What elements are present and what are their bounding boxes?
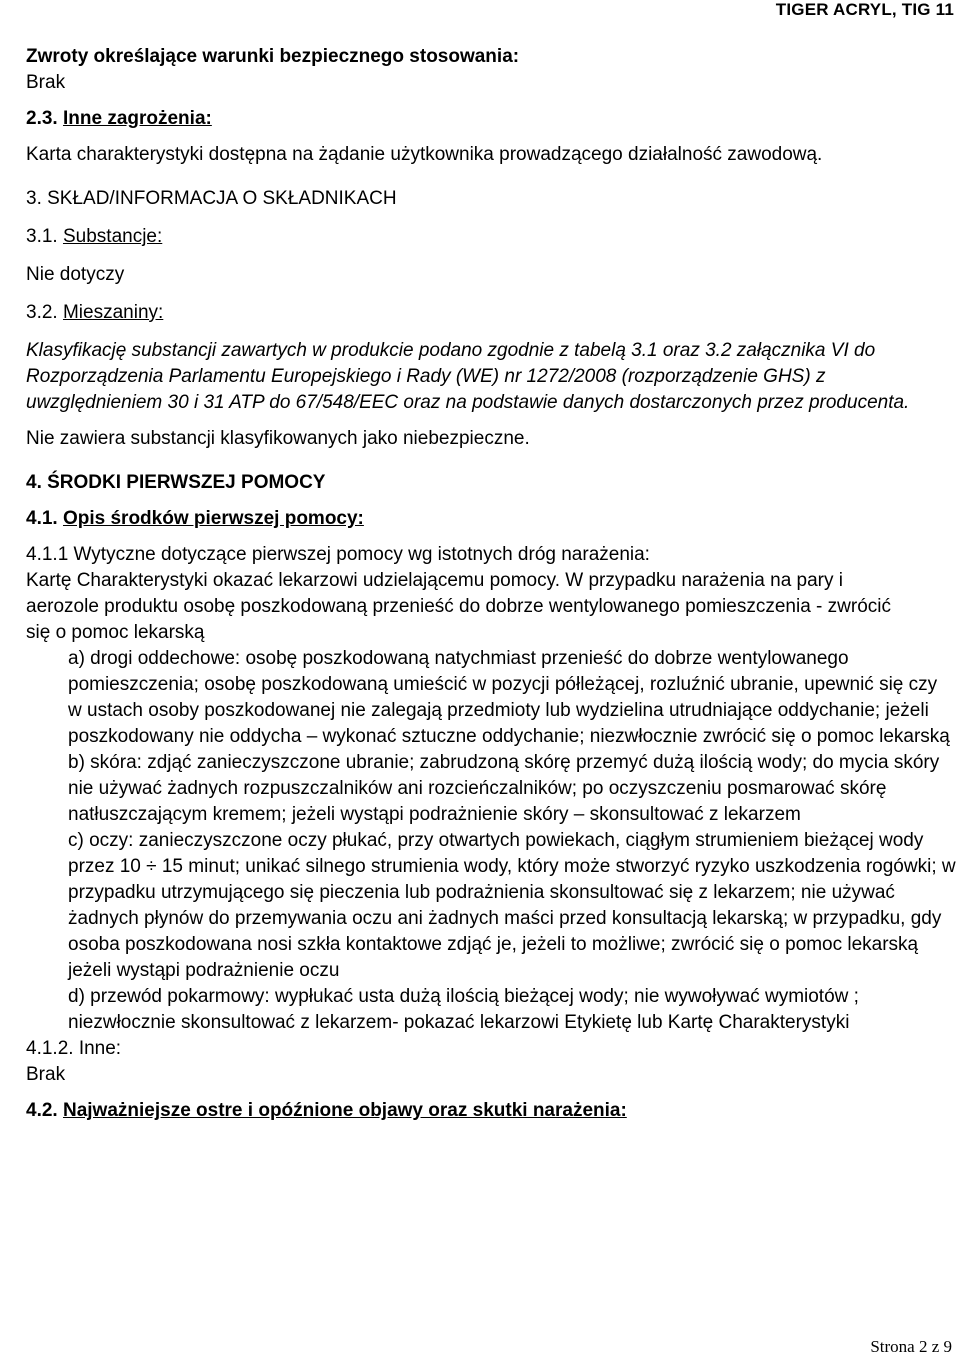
first-aid-measures-number: 4.1. (26, 508, 58, 529)
substances-heading (26, 224, 956, 250)
first-aid-item-eyes: c) oczy: zanieczyszczone oczy płukać, przy otwartych powiekach, ciągłym strumieniem bieżącej wody przez 10 ÷ 15 minut; unikać silnego strumienia wody, który może stworzyć ryzyko uszkodzenia rogówki; w przypadku utrzymującego się pieczenia lub podrażnienia skonsultować się z lekarzem; nie używać żadnych płynów do przemywania oczu ani żadnych maści przed konsultacją lekarską; w przypadku, gdy osoba poszkodowana nosi szkła kontaktowe zdjąć je, jeżeli to możliwe; zwrócić się o pomoc lekarską jeżeli wystąpi podrażnienie oczu (68, 830, 956, 981)
first-aid-item-skin: b) skóra: zdjąć zanieczyszczone ubranie; zabrudzoną skórę przemyć dużą ilością wody; do mycia skóry nie używać żadnych rozpuszczalników ani rozcieńczalników; po oczyszczeniu posmarować skórę natłuszczającym kremem; jeżeli wystąpi podrażnienie skóry – skonsultować z lekarzem (68, 752, 940, 825)
other-hazards-heading (26, 106, 956, 132)
mixtures-title: Mieszaniny: (62, 302, 164, 323)
substances-title: Substancje: (62, 226, 163, 247)
precaution-statements-title: Zwroty określające warunki bezpiecznego stosowania: (26, 46, 520, 67)
substances-value: Nie dotyczy (26, 264, 125, 285)
precaution-statements-value: Brak (26, 72, 66, 93)
symptoms-number: 4.2. (26, 1100, 58, 1121)
first-aid-measures-heading (26, 506, 956, 532)
section-4-title: 4. ŚRODKI PIERWSZEJ POMOCY (26, 472, 326, 493)
other-hazards-title: Inne zagrożenia: (62, 108, 212, 129)
symptoms-heading (26, 1098, 956, 1124)
mixtures-heading (26, 300, 956, 326)
page-number: Strona 2 z 9 (870, 1337, 952, 1356)
first-aid-other-value: Brak (26, 1064, 66, 1085)
header-product-name: TIGER ACRYL, TIG 11 (775, 0, 954, 19)
first-aid-guidelines-text: Kartę Charakterystyki okazać lekarzowi udzielającemu pomocy. W przypadku narażenia na pary i aerozole produktu osobę poszkodowaną przenieść do dobrze wentylowanego pomieszczenia - zwrócić się o pomoc lekarską (26, 570, 891, 643)
page-content (26, 44, 956, 1124)
mixtures-number: 3.2. (26, 302, 58, 323)
first-aid-guidelines-title: 4.1.1 Wytyczne dotyczące pierwszej pomocy wg istotnych dróg narażenia: (26, 544, 650, 565)
symptoms-title: Najważniejsze ostre i opóźnione objawy oraz skutki narażenia: (62, 1100, 627, 1121)
classification-text: Klasyfikację substancji zawartych w produkcie podano zgodnie z tabelą 3.1 oraz 3.2 załącznika VI do Rozporządzenia Parlamentu Europejskiego i Rady (WE) nr 1272/2008 (rozporządzenie GHS) z uwzględnieniem 30 i 31 ATP do 67/548/EEC oraz na podstawie danych dostarczonych przez producenta. (26, 340, 910, 413)
other-hazards-text: Karta charakterystyki dostępna na żądanie użytkownika prowadzącego działalność zawodową. (26, 144, 823, 165)
first-aid-measures-title: Opis środków pierwszej pomocy: (62, 508, 364, 529)
no-hazardous-substances-text: Nie zawiera substancji klasyfikowanych jako niebezpieczne. (26, 428, 530, 449)
section-3-title: 3. SKŁAD/INFORMACJA O SKŁADNIKACH (26, 188, 397, 209)
first-aid-item-digestive: d) przewód pokarmowy: wypłukać usta dużą ilością bieżącej wody; nie wywoływać wymiotów ; niezwłocznie skonsultować z lekarzem- pokazać lekarzowi Etykietę lub Kartę Charakterystyki (68, 986, 859, 1033)
first-aid-other-title: 4.1.2. Inne: (26, 1038, 122, 1059)
first-aid-item-respiratory: a) drogi oddechowe: osobę poszkodowaną natychmiast przenieść do dobrze wentylowanego pomieszczenia; osobę poszkodowaną umieścić w pozycji półleżącej, rozluźnić ubranie, upewnić się czy w ustach osoby poszkodowanej nie zalegają przedmioty lub wydzielina utrudniające oddychanie; jeżeli poszkodowany nie oddycha – wykonać sztuczne oddychanie; niezwłocznie zwrócić się o pomoc lekarską (68, 648, 950, 747)
other-hazards-number: 2.3. (26, 108, 58, 129)
substances-number: 3.1. (26, 226, 58, 247)
